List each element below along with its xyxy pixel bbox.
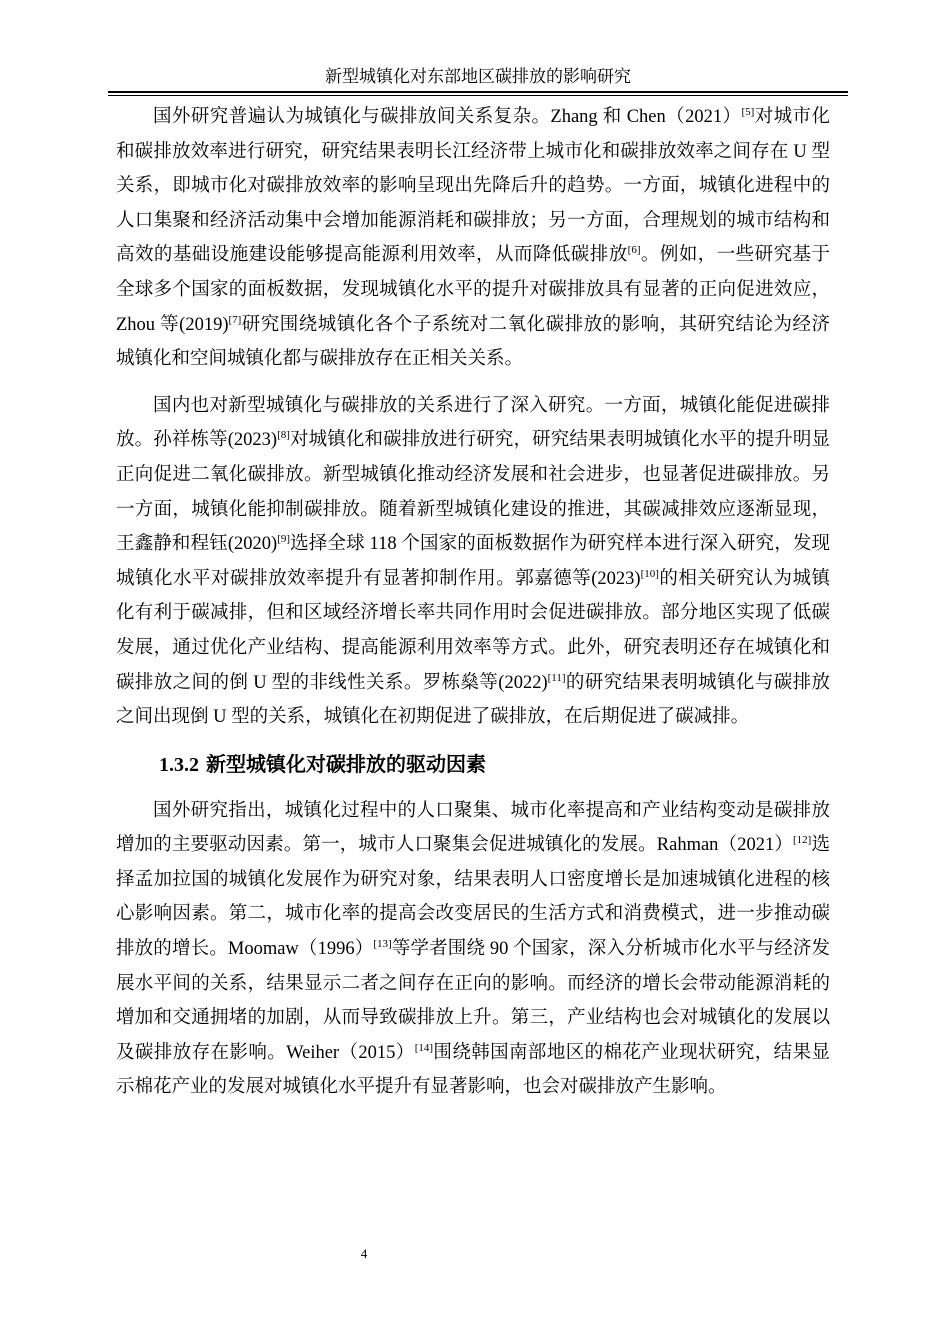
page-number: 4	[360, 1246, 368, 1261]
citation-marker: [7]	[228, 313, 242, 326]
text-run: 国外研究指出，城镇化过程中的人口聚集、城市化率提高和产业结构变动是碳排放增加的主要驱动因素。第一，城市人口聚集会促进城镇化的发展。Rahman（2021）	[116, 800, 830, 856]
text-run: 的研究结果表明城镇化与碳排放之间出现倒 U 型的关系，城镇化在初期促进了碳排放，在后期促进了碳减排。	[116, 672, 830, 728]
paragraph-foreign-research	[116, 100, 830, 377]
citation-marker: [8]	[277, 429, 290, 442]
citation-marker: [10]	[640, 567, 659, 580]
citation-marker: [13]	[373, 938, 392, 951]
text-run: 研究围绕城镇化各个子系统对二氧化碳排放的影响，其研究结论为经济城镇化和空间城镇化都与碳排放存在正相关关系。	[116, 314, 830, 370]
text-run: 国外研究普遍认为城镇化与碳排放间关系复杂。Zhang 和 Chen（2021）	[153, 107, 742, 127]
citation-marker: [5]	[741, 106, 755, 118]
paragraph-driving-factors	[116, 794, 830, 1105]
citation-marker: [9]	[277, 533, 291, 546]
text-run: 的相关研究认为城镇化有利于碳减排，但和区域经济增长率共同作用时会促进碳排放。部分地区实现了低碳发展，通过优化产业结构、提高能源利用效率等方式。此外，研究表明还存在城镇化和碳排放之间的倒 U 型的非线性关系。罗栋燊等(2022)	[116, 568, 830, 693]
citation-marker: [11]	[547, 671, 566, 684]
text-run: 。例如，一些研究基于全球多个国家的面板数据，发现城镇化水平的提升对碳排放具有显著的正向促进效应，Zhou 等(2019)	[116, 245, 830, 335]
text-run: 对城镇化和碳排放进行研究，研究结果表明城镇化水平的提升明显正向促进二氧化碳排放。新型城镇化推动经济发展和社会进步，也显著促进碳排放。另一方面，城镇化能抑制碳排放。随着新型城镇化建设的推进，其碳减排效应逐渐显现，王鑫静和程钰(2020)	[116, 430, 830, 555]
section-heading	[159, 747, 830, 782]
citation-marker: [6]	[627, 244, 641, 257]
running-header: 新型城镇化对东部地区碳排放的影响研究	[325, 67, 631, 86]
text-run: 围绕韩国南部地区的棉花产业现状研究，结果显示棉花产业的发展对城镇化水平提升有显著影响，也会对碳排放产生影响。	[116, 1042, 830, 1098]
paragraph-domestic-research	[116, 389, 830, 735]
header-rule	[108, 91, 848, 96]
text-run: 选择全球 118 个国家的面板数据作为研究样本进行深入研究，发现城镇化水平对碳排放效率提升有显著抑制作用。郭嘉德等(2023)	[116, 534, 830, 589]
citation-marker: [12]	[793, 834, 812, 847]
section-title: 新型城镇化对碳排放的驱动因素	[205, 751, 486, 776]
text-run: 等学者围绕 90 个国家，深入分析城市化水平与经济发展水平间的关系，结果显示二者之间存在正向的影响。而经济的增长会带动能源消耗的增加和交通拥堵的加剧，从而导致碳排放上升。第三，产业结构也会对城镇化的发展以及碳排放存在影响。Weiher（2015）	[116, 939, 830, 1063]
citation-marker: [14]	[414, 1041, 434, 1054]
text-run: 选择孟加拉国的城镇化发展作为研究对象，结果表明人口密度增长是加速城镇化进程的核心影响因素。第二，城市化率的提高会改变居民的生活方式和消费模式，进一步推动碳排放的增长。Moomaw（1996）	[116, 835, 830, 960]
text-run: 国内也对新型城镇化与碳排放的关系进行了深入研究。一方面，城镇化能促进碳排放。孙祥栋等(2023)	[116, 395, 830, 451]
section-number: 1.3.2	[159, 753, 199, 776]
page-body	[116, 100, 830, 1105]
text-run: 对城市化和碳排放效率进行研究，研究结果表明长江经济带上城市化和碳排放效率之间存在 U 型关系，即城市化对碳排放效率的影响呈现出先降后升的趋势。一方面，城镇化进程中的人口集聚和经济活动集中会增加能源消耗和碳排放；另一方面，合理规划的城市结构和高效的基础设施建设能够提高能源利用效率，从而降低碳排放	[116, 107, 830, 266]
